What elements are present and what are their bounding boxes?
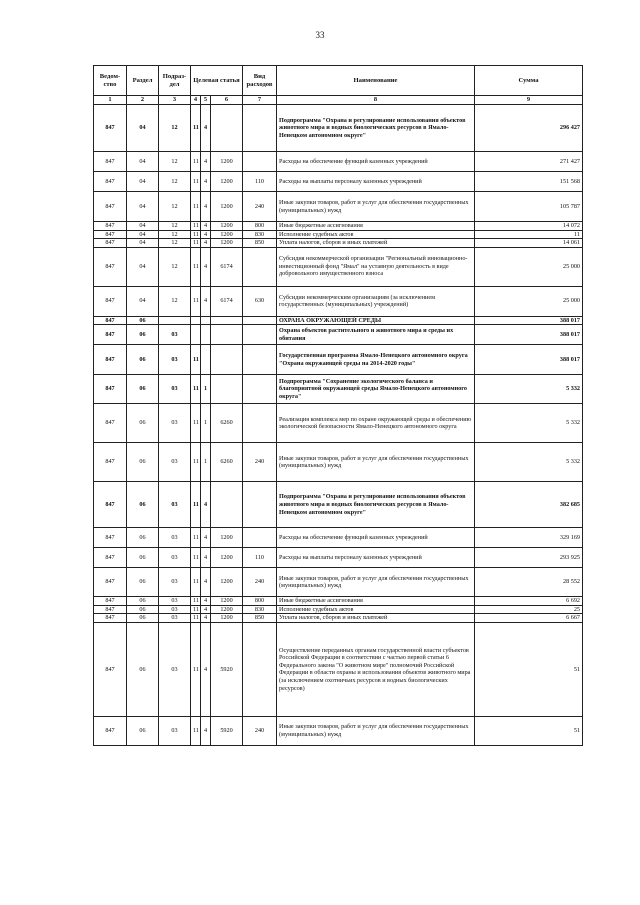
name-cell: Расходы на обеспечение функций казенных учреждений: [277, 528, 475, 548]
target-article-part3: [211, 325, 243, 345]
table-row: [94, 404, 583, 443]
target-article-part2: 4: [201, 597, 211, 606]
dept-cell: 847: [94, 152, 127, 172]
dept-cell: 847: [94, 325, 127, 345]
column-index: 2: [127, 96, 159, 105]
subsection-cell: 03: [159, 345, 191, 375]
target-article-part2: 4: [201, 239, 211, 248]
name-cell: Субсидии некоммерческим организациям (за исключением государственных (муниципальных) учреждений): [277, 286, 475, 316]
section-cell: 06: [127, 375, 159, 404]
name-cell: Расходы на выплаты персоналу казенных учреждений: [277, 172, 475, 192]
column-index: 8: [277, 96, 475, 105]
subsection-cell: 03: [159, 375, 191, 404]
column-index: 6: [211, 96, 243, 105]
table-row: [94, 622, 583, 716]
table-row: [94, 443, 583, 482]
name-cell: Исполнение судебных актов: [277, 230, 475, 239]
expense-type-cell: 800: [243, 222, 277, 231]
name-cell: Субсидия некоммерческой организации "Региональный инновационно-инвестиционный фонд "Ямал" на уставную деятельность в виде добровольного имущественного взноса: [277, 247, 475, 286]
expense-type-cell: [243, 325, 277, 345]
name-cell: Иные закупки товаров, работ и услуг для обеспечения государственных (муниципальных) нужд: [277, 192, 475, 222]
sum-cell: 293 925: [475, 548, 583, 568]
expense-type-cell: [243, 152, 277, 172]
sum-cell: 105 787: [475, 192, 583, 222]
column-index: 9: [475, 96, 583, 105]
target-article-part2: 4: [201, 614, 211, 623]
sum-cell: 6 692: [475, 597, 583, 606]
sum-cell: 28 552: [475, 568, 583, 597]
target-article-part2: 4: [201, 622, 211, 716]
table-row: [94, 605, 583, 614]
header-target-article: Целевая статья: [191, 66, 243, 96]
target-article-part1: 11: [191, 443, 201, 482]
table-row: [94, 548, 583, 568]
target-article-part1: 11: [191, 152, 201, 172]
expense-type-cell: [243, 316, 277, 325]
subsection-cell: 03: [159, 605, 191, 614]
sum-cell: 5 332: [475, 375, 583, 404]
sum-cell: 25: [475, 605, 583, 614]
sum-cell: 51: [475, 622, 583, 716]
dept-cell: 847: [94, 239, 127, 248]
expense-type-cell: 850: [243, 239, 277, 248]
sum-cell: 296 427: [475, 105, 583, 152]
table-row: [94, 239, 583, 248]
table-row: [94, 286, 583, 316]
dept-cell: 847: [94, 605, 127, 614]
section-cell: 06: [127, 716, 159, 745]
dept-cell: 847: [94, 568, 127, 597]
target-article-part2: [201, 316, 211, 325]
target-article-part3: 6260: [211, 404, 243, 443]
subsection-cell: 03: [159, 482, 191, 528]
name-cell: ОХРАНА ОКРУЖАЮЩЕЙ СРЕДЫ: [277, 316, 475, 325]
target-article-part3: 1200: [211, 239, 243, 248]
sum-cell: 329 169: [475, 528, 583, 548]
target-article-part1: 11: [191, 105, 201, 152]
dept-cell: 847: [94, 597, 127, 606]
section-cell: 04: [127, 286, 159, 316]
target-article-part2: 4: [201, 230, 211, 239]
header-row: [94, 66, 583, 96]
expense-type-cell: [243, 375, 277, 404]
target-article-part1: 11: [191, 597, 201, 606]
name-cell: Исполнение судебных актов: [277, 605, 475, 614]
target-article-part2: 4: [201, 105, 211, 152]
budget-table: [93, 65, 583, 746]
section-cell: 06: [127, 605, 159, 614]
name-cell: Иные закупки товаров, работ и услуг для обеспечения государственных (муниципальных) нужд: [277, 443, 475, 482]
name-cell: Охрана объектов растительного и животного мира и среды их обитания: [277, 325, 475, 345]
table-row: [94, 528, 583, 548]
target-article-part2: [201, 325, 211, 345]
subsection-cell: 03: [159, 597, 191, 606]
header-name: Наименование: [277, 66, 475, 96]
target-article-part3: [211, 375, 243, 404]
sum-cell: 151 568: [475, 172, 583, 192]
sum-cell: 25 000: [475, 286, 583, 316]
name-cell: Уплата налогов, сборов и иных платежей: [277, 239, 475, 248]
target-article-part1: 11: [191, 172, 201, 192]
target-article-part1: 11: [191, 222, 201, 231]
target-article-part1: 11: [191, 568, 201, 597]
subsection-cell: 12: [159, 230, 191, 239]
target-article-part2: 4: [201, 605, 211, 614]
dept-cell: 847: [94, 482, 127, 528]
sum-cell: 388 017: [475, 345, 583, 375]
name-cell: Иные бюджетные ассигнования: [277, 597, 475, 606]
expense-type-cell: [243, 482, 277, 528]
target-article-part2: 4: [201, 548, 211, 568]
sum-cell: 388 017: [475, 316, 583, 325]
subsection-cell: 12: [159, 152, 191, 172]
target-article-part3: 6260: [211, 443, 243, 482]
section-cell: 06: [127, 614, 159, 623]
target-article-part3: 1200: [211, 614, 243, 623]
target-article-part2: 1: [201, 443, 211, 482]
subsection-cell: 12: [159, 105, 191, 152]
expense-type-cell: 850: [243, 614, 277, 623]
sum-cell: 6 667: [475, 614, 583, 623]
column-index: 7: [243, 96, 277, 105]
subsection-cell: 03: [159, 528, 191, 548]
table-row: [94, 172, 583, 192]
subsection-cell: 03: [159, 443, 191, 482]
page-number: 33: [315, 30, 325, 40]
target-article-part3: 1200: [211, 222, 243, 231]
target-article-part1: 11: [191, 247, 201, 286]
subsection-cell: 12: [159, 172, 191, 192]
expense-type-cell: [243, 345, 277, 375]
column-index: 3: [159, 96, 191, 105]
dept-cell: 847: [94, 222, 127, 231]
target-article-part3: 1200: [211, 152, 243, 172]
name-cell: Иные закупки товаров, работ и услуг для обеспечения государственных (муниципальных) нужд: [277, 568, 475, 597]
target-article-part3: 1200: [211, 192, 243, 222]
expense-type-cell: [243, 105, 277, 152]
header-dept: Ведом-ство: [94, 66, 127, 96]
target-article-part1: 11: [191, 286, 201, 316]
section-cell: 06: [127, 528, 159, 548]
target-article-part3: 1200: [211, 597, 243, 606]
sum-cell: 5 332: [475, 443, 583, 482]
table-row: [94, 345, 583, 375]
name-cell: Государственная программа Ямало-Ненецкого автономного округа "Охрана окружающей среды на 2014-2020 годы": [277, 345, 475, 375]
target-article-part1: 11: [191, 614, 201, 623]
target-article-part3: 1200: [211, 172, 243, 192]
section-cell: 06: [127, 316, 159, 325]
target-article-part2: 4: [201, 528, 211, 548]
name-cell: Подпрограмма "Охрана и регулирование использования объектов животного мира и водных биологических ресурсов в Ямало-Ненецком автономном округе": [277, 105, 475, 152]
target-article-part1: 11: [191, 605, 201, 614]
target-article-part1: 11: [191, 528, 201, 548]
target-article-part1: 11: [191, 548, 201, 568]
sum-cell: 271 427: [475, 152, 583, 172]
target-article-part1: [191, 316, 201, 325]
section-cell: 04: [127, 192, 159, 222]
target-article-part1: 11: [191, 622, 201, 716]
sum-cell: 51: [475, 716, 583, 745]
name-cell: Иные бюджетные ассигнования: [277, 222, 475, 231]
dept-cell: 847: [94, 404, 127, 443]
table-row: [94, 597, 583, 606]
sum-cell: 14 072: [475, 222, 583, 231]
name-cell: Расходы на выплаты персоналу казенных учреждений: [277, 548, 475, 568]
target-article-part2: 4: [201, 482, 211, 528]
table-row: [94, 105, 583, 152]
column-index: 4: [191, 96, 201, 105]
section-cell: 04: [127, 222, 159, 231]
expense-type-cell: 110: [243, 172, 277, 192]
section-cell: 06: [127, 404, 159, 443]
table-row: [94, 614, 583, 623]
table-row: [94, 192, 583, 222]
section-cell: 04: [127, 247, 159, 286]
sum-cell: 25 000: [475, 247, 583, 286]
header-subsection: Подраз-дел: [159, 66, 191, 96]
expense-type-cell: [243, 247, 277, 286]
name-cell: Осуществление переданных органам государственной власти субъектов Российской Федерации в соответствии с частью первой статьи 6 Федерального закона "О животном мире" полномочий Российской Федерации в области охраны и использования объектов животного мира (за исключением охотничьих ресурсов и водных биологических ресурсов): [277, 622, 475, 716]
table-row: [94, 716, 583, 745]
table-row: [94, 152, 583, 172]
section-cell: 04: [127, 230, 159, 239]
target-article-part3: 5920: [211, 716, 243, 745]
section-cell: 06: [127, 325, 159, 345]
dept-cell: 847: [94, 230, 127, 239]
target-article-part2: 4: [201, 568, 211, 597]
column-index: 1: [94, 96, 127, 105]
section-cell: 04: [127, 239, 159, 248]
subsection-cell: 03: [159, 716, 191, 745]
table-body: [94, 105, 583, 746]
name-cell: Уплата налогов, сборов и иных платежей: [277, 614, 475, 623]
target-article-part1: 11: [191, 716, 201, 745]
table-row: [94, 482, 583, 528]
table-row: [94, 247, 583, 286]
target-article-part2: 4: [201, 192, 211, 222]
header-section: Раздел: [127, 66, 159, 96]
target-article-part2: 4: [201, 152, 211, 172]
dept-cell: 847: [94, 375, 127, 404]
section-cell: 06: [127, 443, 159, 482]
target-article-part2: 4: [201, 172, 211, 192]
expense-type-cell: 630: [243, 286, 277, 316]
dept-cell: 847: [94, 316, 127, 325]
header-sum: Сумма: [475, 66, 583, 96]
target-article-part1: 11: [191, 192, 201, 222]
target-article-part1: 11: [191, 345, 201, 375]
dept-cell: 847: [94, 192, 127, 222]
expense-type-cell: [243, 528, 277, 548]
sum-cell: 382 685: [475, 482, 583, 528]
target-article-part1: 11: [191, 404, 201, 443]
dept-cell: 847: [94, 528, 127, 548]
target-article-part1: 11: [191, 375, 201, 404]
dept-cell: 847: [94, 172, 127, 192]
target-article-part1: [191, 325, 201, 345]
section-cell: 06: [127, 568, 159, 597]
dept-cell: 847: [94, 247, 127, 286]
table-row: [94, 568, 583, 597]
dept-cell: 847: [94, 548, 127, 568]
target-article-part3: 1200: [211, 568, 243, 597]
target-article-part3: 1200: [211, 605, 243, 614]
table-row: [94, 316, 583, 325]
dept-cell: 847: [94, 443, 127, 482]
subsection-cell: 03: [159, 614, 191, 623]
column-index-row: [94, 96, 583, 105]
section-cell: 04: [127, 105, 159, 152]
subsection-cell: 12: [159, 222, 191, 231]
name-cell: Подпрограмма "Охрана и регулирование использования объектов животного мира и водных биологических ресурсов в Ямало-Ненецком автономном округе": [277, 482, 475, 528]
table-row: [94, 222, 583, 231]
expense-type-cell: 800: [243, 597, 277, 606]
target-article-part3: 6174: [211, 286, 243, 316]
expense-type-cell: 240: [243, 192, 277, 222]
target-article-part2: [201, 345, 211, 375]
name-cell: Подпрограмма "Сохранение экологического баланса и благоприятной окружающей среды Ямало-Ненецкого автономного округа": [277, 375, 475, 404]
subsection-cell: 12: [159, 286, 191, 316]
target-article-part3: 1200: [211, 230, 243, 239]
dept-cell: 847: [94, 614, 127, 623]
sum-cell: 11: [475, 230, 583, 239]
section-cell: 04: [127, 152, 159, 172]
subsection-cell: 12: [159, 192, 191, 222]
target-article-part2: 1: [201, 375, 211, 404]
subsection-cell: 03: [159, 404, 191, 443]
dept-cell: 847: [94, 286, 127, 316]
section-cell: 06: [127, 622, 159, 716]
subsection-cell: 03: [159, 568, 191, 597]
target-article-part1: 11: [191, 230, 201, 239]
target-article-part2: 4: [201, 286, 211, 316]
target-article-part3: 1200: [211, 548, 243, 568]
expense-type-cell: 110: [243, 548, 277, 568]
expense-type-cell: [243, 404, 277, 443]
expense-type-cell: [243, 622, 277, 716]
subsection-cell: 12: [159, 239, 191, 248]
expense-type-cell: 240: [243, 568, 277, 597]
expense-type-cell: 240: [243, 716, 277, 745]
target-article-part1: 11: [191, 482, 201, 528]
expense-type-cell: 830: [243, 230, 277, 239]
dept-cell: 847: [94, 622, 127, 716]
table-row: [94, 375, 583, 404]
subsection-cell: 03: [159, 548, 191, 568]
sum-cell: 388 017: [475, 325, 583, 345]
table-row: [94, 325, 583, 345]
subsection-cell: 03: [159, 325, 191, 345]
subsection-cell: 03: [159, 622, 191, 716]
expense-type-cell: 830: [243, 605, 277, 614]
dept-cell: 847: [94, 345, 127, 375]
target-article-part3: [211, 482, 243, 528]
sum-cell: 5 332: [475, 404, 583, 443]
target-article-part2: 4: [201, 247, 211, 286]
section-cell: 06: [127, 597, 159, 606]
dept-cell: 847: [94, 105, 127, 152]
target-article-part3: [211, 105, 243, 152]
target-article-part2: 4: [201, 222, 211, 231]
dept-cell: 847: [94, 716, 127, 745]
name-cell: Расходы на обеспечение функций казенных учреждений: [277, 152, 475, 172]
section-cell: 06: [127, 482, 159, 528]
section-cell: 04: [127, 172, 159, 192]
target-article-part2: 1: [201, 404, 211, 443]
header-expense-type: Вид расходов: [243, 66, 277, 96]
target-article-part2: 4: [201, 716, 211, 745]
section-cell: 06: [127, 548, 159, 568]
section-cell: 06: [127, 345, 159, 375]
target-article-part3: 1200: [211, 528, 243, 548]
target-article-part3: 6174: [211, 247, 243, 286]
target-article-part1: 11: [191, 239, 201, 248]
table-row: [94, 230, 583, 239]
name-cell: Реализация комплекса мер по охране окружающей среды и обеспечению экологической безопасности Ямало-Ненецкого автономного округа: [277, 404, 475, 443]
sum-cell: 14 061: [475, 239, 583, 248]
subsection-cell: [159, 316, 191, 325]
subsection-cell: 12: [159, 247, 191, 286]
target-article-part3: [211, 345, 243, 375]
name-cell: Иные закупки товаров, работ и услуг для обеспечения государственных (муниципальных) нужд: [277, 716, 475, 745]
target-article-part3: 5920: [211, 622, 243, 716]
target-article-part3: [211, 316, 243, 325]
expense-type-cell: 240: [243, 443, 277, 482]
column-index: 5: [201, 96, 211, 105]
